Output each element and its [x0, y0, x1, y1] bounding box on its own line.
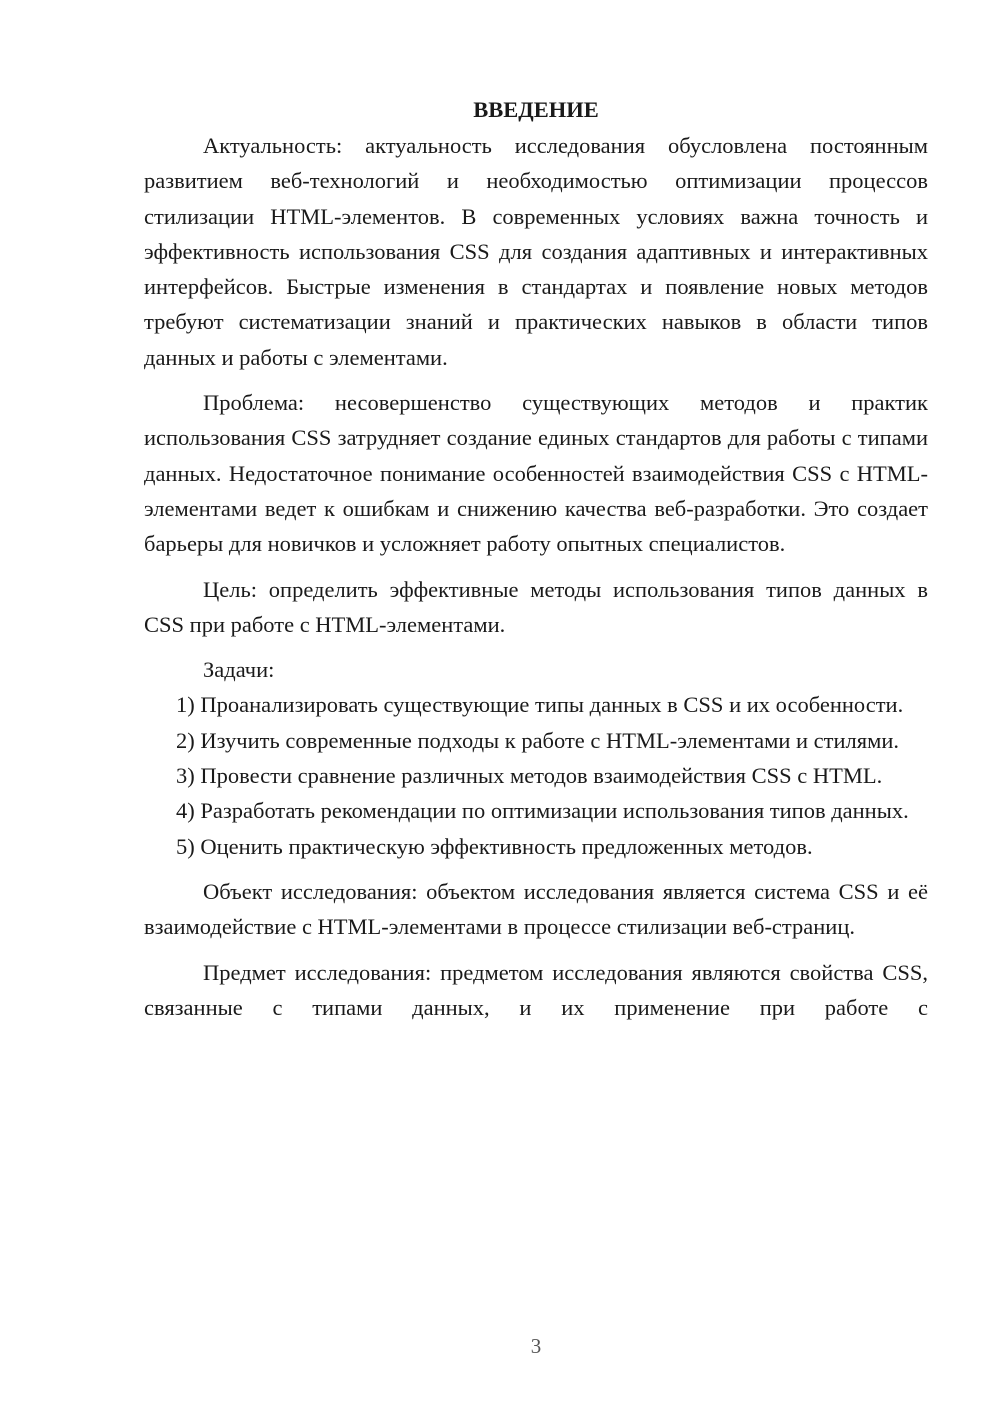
tasks-heading: Задачи: — [203, 657, 275, 683]
paragraph-subject: Предмет исследования: предметом исследования являются свойства CSS, связанные с типами данных, и их применение при работе с — [144, 959, 928, 1020]
paragraph-relevance: Актуальность: актуальность исследования обусловлена постоянным развитием веб-технологий и необходимостью оптимизации процессов стилизации HTML-элементов. В современных условиях важна точность и эффективность использования CSS для создания адаптивных и интерактивных интерфейсов. Быстрые изменения в стандартах и появление новых методов требуют систематизации знаний и практических навыков в области типов данных и работы с элементами. — [144, 133, 928, 370]
task-item-1: 1) Проанализировать существующие типы данных в CSS и их особенности. — [176, 692, 904, 718]
task-item-4: 4) Разработать рекомендации по оптимизации использования типов данных. — [176, 798, 909, 824]
paragraph-object: Объект исследования: объектом исследования является система CSS и её взаимодействие с HTML-элементами в процессе стилизации веб-страниц. — [144, 878, 928, 940]
page-title: ВВЕДЕНИЕ — [473, 97, 599, 122]
task-item-5: 5) Оценить практическую эффективность предложенных методов. — [176, 833, 813, 859]
task-item-2: 2) Изучить современные подходы к работе с HTML-элементами и стилями. — [176, 727, 899, 753]
page-number: 3 — [530, 1334, 542, 1358]
paragraph-problem: Проблема: несовершенство существующих методов и практик использования CSS затрудняет создание единых стандартов для работы с типами данных. Недостаточное понимание особенностей взаимодействия CSS с HTML-элементами ведет к ошибкам и снижению качества веб-разработки. Это создает барьеры для новичков и усложняет работу опытных специалистов. — [144, 390, 929, 557]
task-item-3: 3) Провести сравнение различных методов взаимодействия CSS с HTML. — [176, 763, 883, 789]
paragraph-goal: Цель: определить эффективные методы использования типов данных в CSS при работе с HTML-элементами. — [144, 576, 928, 637]
page-content — [144, 92, 928, 1025]
